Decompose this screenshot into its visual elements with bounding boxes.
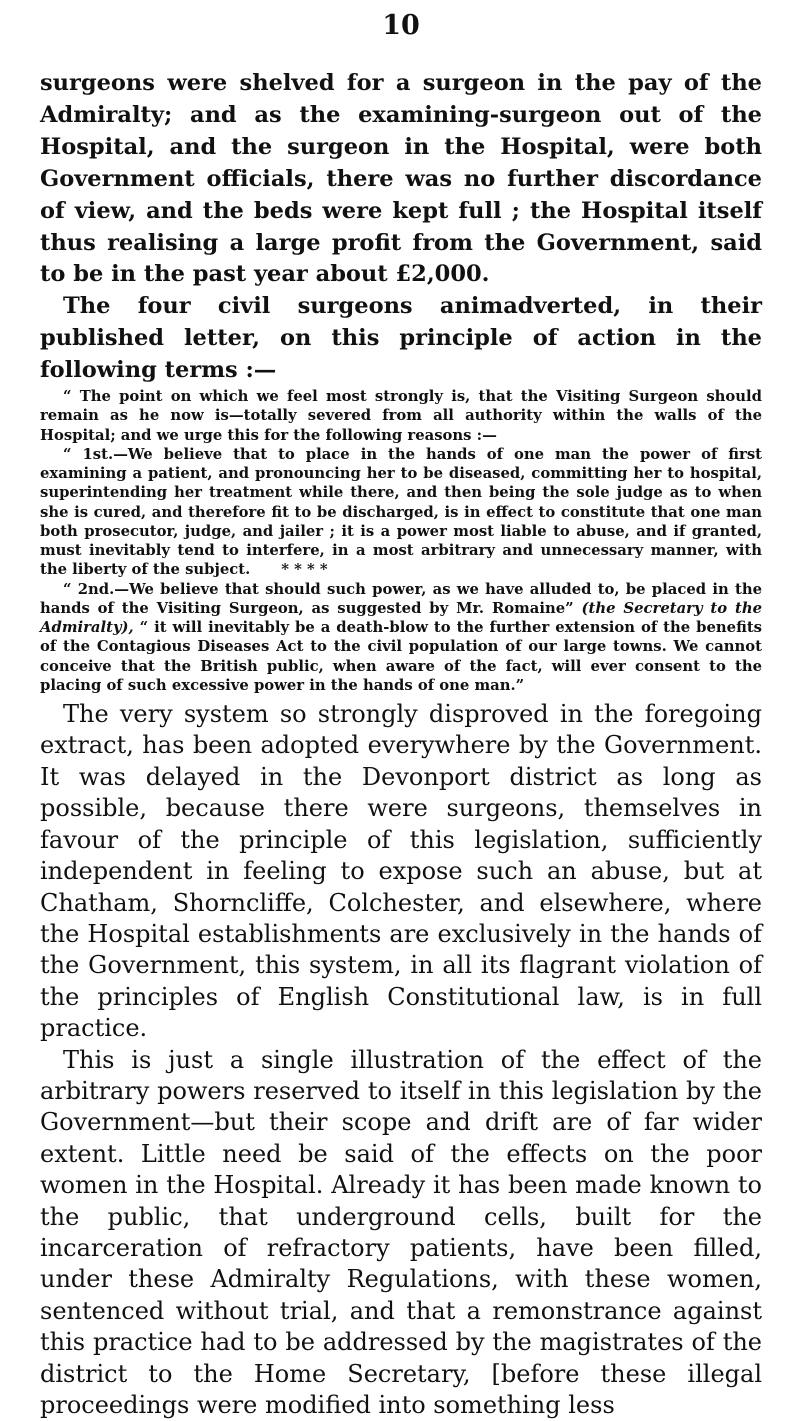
ellipsis-stars: * * * *: [281, 561, 328, 579]
paragraph-arbitrary-powers: This is just a single illustration of the effect of the arbitrary powers reserved to itself in this legislation by the Government—but their scope and drift are of far wider extent. Little need be said of the effects on the poor women in the Hospital. Already it has been made known to the public, that underground cells, built for the incarceration of refractory patients, have been filled, under these Admiralty Regulations, with these women, sentenced without trial, and that a remonstrance against this practice had to be addressed by the magistrates of the district to the Home Secretary, [before these illegal proceedings were modified into something less: [40, 1045, 762, 1419]
paragraph-surgeons-shelved: surgeons were shelved for a surgeon in the pay of the Admiralty; and as the examining-surgeon out of the Hospital, and the surgeon in the Hospital, were both Government officials, there was no further discordance of view, and the beds were kept full ; the Hospital itself thus realising a large profit from the Government, said to be in the past year about £2,000.: [40, 70, 762, 288]
paragraph-system-adopted: The very system so strongly disproved in the foregoing extract, has been adopted everywhere by the Government. It was delayed in the Devonport district as long as possible, because there were surgeons, themselves in favour of the principle of this legislation, sufficiently independent in feeling to expose such an abuse, but at Chatham, Shorncliffe, Colchester, and elsewhere, where the Hospital establishments are exclusively in the hands of the Government, this system, in all its flagrant violation of the principles of English Constitutional law, is in full practice.: [40, 700, 762, 1043]
quote-aside: (the Secretary to the Admiralty),: [40, 599, 762, 637]
quote-point: “ The point on which we feel most strongly is, that the Visiting Surgeon should remain as he now is—totally severed from all authority within the walls of the Hospital; and we urge this for the following reasons :—: [40, 388, 762, 444]
quote-second-reason-start: “ 2nd.—We believe that should such power, as we have alluded to, be placed in the hands of the Visiting Surgeon, as suggested by Mr. Romaine”: [40, 580, 762, 617]
quote-second-reason-end: “ it will inevitably be a death-blow to the further extension of the benefits of the Contagious Diseases Act to the civil population of our large towns. We cannot conceive that the British public, when aware of the fact, will ever consent to the placing of such excessive power in the hands of one man.”: [40, 619, 762, 694]
quote-first-reason: [40, 445, 762, 580]
quote-first-reason-text: “ 1st.—We believe that to place in the hands of one man the power of first examining a patient, and pronouncing her to be diseased, committing her to hospital, superintending her treatment while there, and then being the sole judge as to when she is cured, and therefore fit to be discharged, is in effect to constitute that one man both prosecutor, judge, and jailer ; it is a power most liable to abuse, and if granted, must inevitably tend to interfere, in a most arbitrary and unnecessary manner, with the liberty of the subject.: [40, 445, 762, 579]
page-number: 10: [382, 10, 420, 41]
document-page: [40, 8, 762, 1421]
quoted-letter: [40, 387, 762, 695]
paragraph-civil-surgeons: The four civil surgeons animadverted, in their published letter, on this principle of action in the following terms :—: [40, 293, 762, 384]
quote-second-reason: [40, 580, 762, 696]
